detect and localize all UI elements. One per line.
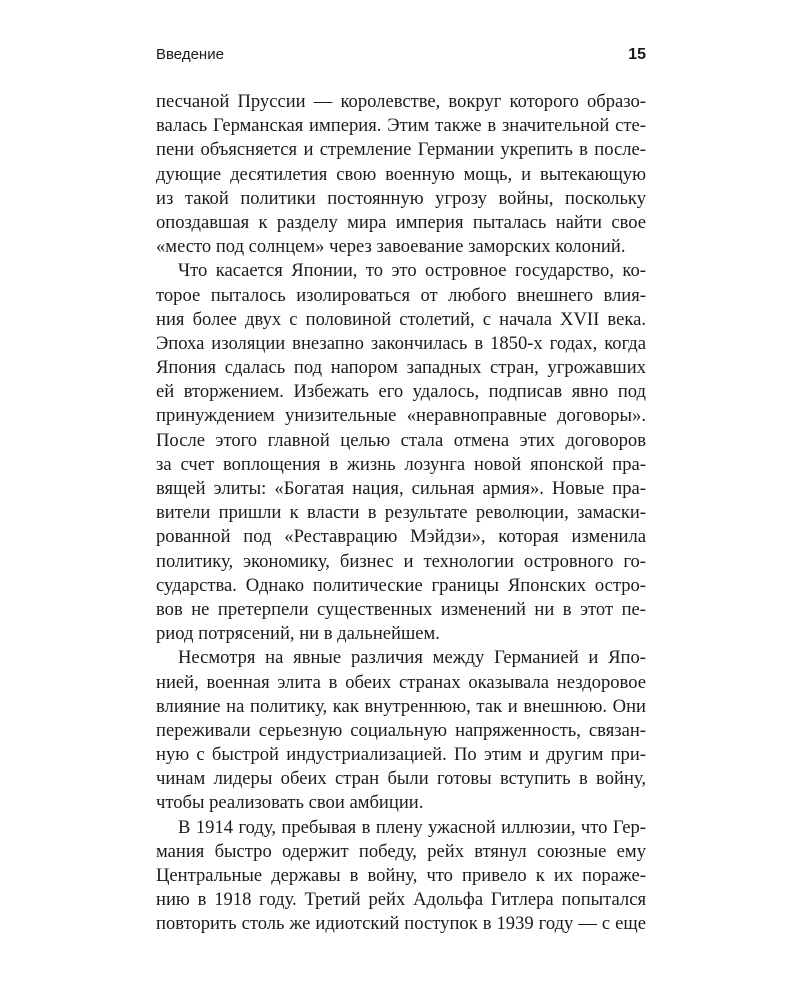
text-line: Несмотря на явные различия между Германией и Япо- xyxy=(178,647,646,669)
text-line: В 1914 году, пребывая в плену ужасной иллюзии, что Гер- xyxy=(178,816,646,838)
text-line: вители пришли к власти в результате революции, замаски- xyxy=(156,502,646,524)
text-line: пени объясняется и стремление Германии укрепить в после- xyxy=(156,139,646,161)
text-line: принуждением унизительные «неравноправные договоры». xyxy=(156,405,646,427)
text-line: политику, экономику, бизнес и технологии островного го- xyxy=(156,550,646,572)
text-line: из такой политики постоянную угрозу войны, поскольку xyxy=(156,187,646,209)
paragraph xyxy=(156,816,646,937)
text-line: влияние на политику, как внутреннюю, так и внешнюю. Они xyxy=(156,695,646,717)
text-line: дующие десятилетия свою военную мощь, и вытекающую xyxy=(156,163,646,185)
text-line: опоздавшая к разделу мира империя пыталась найти свое xyxy=(156,211,646,233)
body-text xyxy=(156,90,646,937)
text-line: повторить столь же идиотский поступок в 1939 году — с еще xyxy=(156,913,646,935)
text-line: Япония сдалась под напором западных стран, угрожавших xyxy=(156,357,646,379)
paragraph xyxy=(156,646,646,815)
page-number: 15 xyxy=(628,46,646,63)
text-line: риод потрясений, ни в дальнейшем. xyxy=(156,623,440,645)
text-line: нию в 1918 году. Третий рейх Адольфа Гитлера попытался xyxy=(156,889,646,911)
text-line: переживали серьезную социальную напряженность, связан- xyxy=(156,719,646,741)
text-line: После этого главной целью стала отмена этих договоров xyxy=(156,429,646,451)
text-line: нией, военная элита в обеих странах оказывала нездоровое xyxy=(156,671,646,693)
text-line: рованной под «Реставрацию Мэйдзи», которая изменила xyxy=(156,526,646,548)
text-line: валась Германская империя. Этим также в значительной сте- xyxy=(156,115,646,137)
text-line: за счет воплощения в жизнь лозунга новой японской пра- xyxy=(156,453,646,475)
text-line: ей вторжением. Избежать его удалось, подписав явно под xyxy=(156,381,646,403)
text-line: вов не претерпели существенных изменений ни в этот пе- xyxy=(156,598,646,620)
text-line: вящей элиты: «Богатая нация, сильная армия». Новые пра- xyxy=(156,478,646,499)
text-line: Что касается Японии, то это островное государство, ко- xyxy=(178,260,646,282)
running-head-section-title: Введение xyxy=(156,46,224,63)
text-line: «место под солнцем» через завоевание заморских колоний. xyxy=(156,236,626,258)
text-line: сударства. Однако политические границы Японских остро- xyxy=(156,574,646,596)
text-line: чтобы реализовать свои амбиции. xyxy=(156,792,424,814)
text-line: Центральные державы в войну, что привело к их пораже- xyxy=(156,865,646,886)
paragraph xyxy=(156,259,646,646)
text-line: Эпоха изоляции внезапно закончилась в 1850-х годах, когда xyxy=(156,332,646,354)
text-line: ную с быстрой индустриализацией. По этим и другим при- xyxy=(156,744,646,766)
text-line: чинам лидеры обеих стран были готовы вступить в войну, xyxy=(156,768,646,790)
text-line: ния более двух с половиной столетий, с начала XVII века. xyxy=(156,308,646,330)
paragraph xyxy=(156,90,646,259)
text-line: торое пыталось изолироваться от любого внешнего влия- xyxy=(156,284,646,306)
text-line: песчаной Пруссии — королевстве, вокруг которого образо- xyxy=(156,91,646,112)
page-header xyxy=(156,46,646,70)
text-line: мания быстро одержит победу, рейх втянул союзные ему xyxy=(156,840,646,862)
